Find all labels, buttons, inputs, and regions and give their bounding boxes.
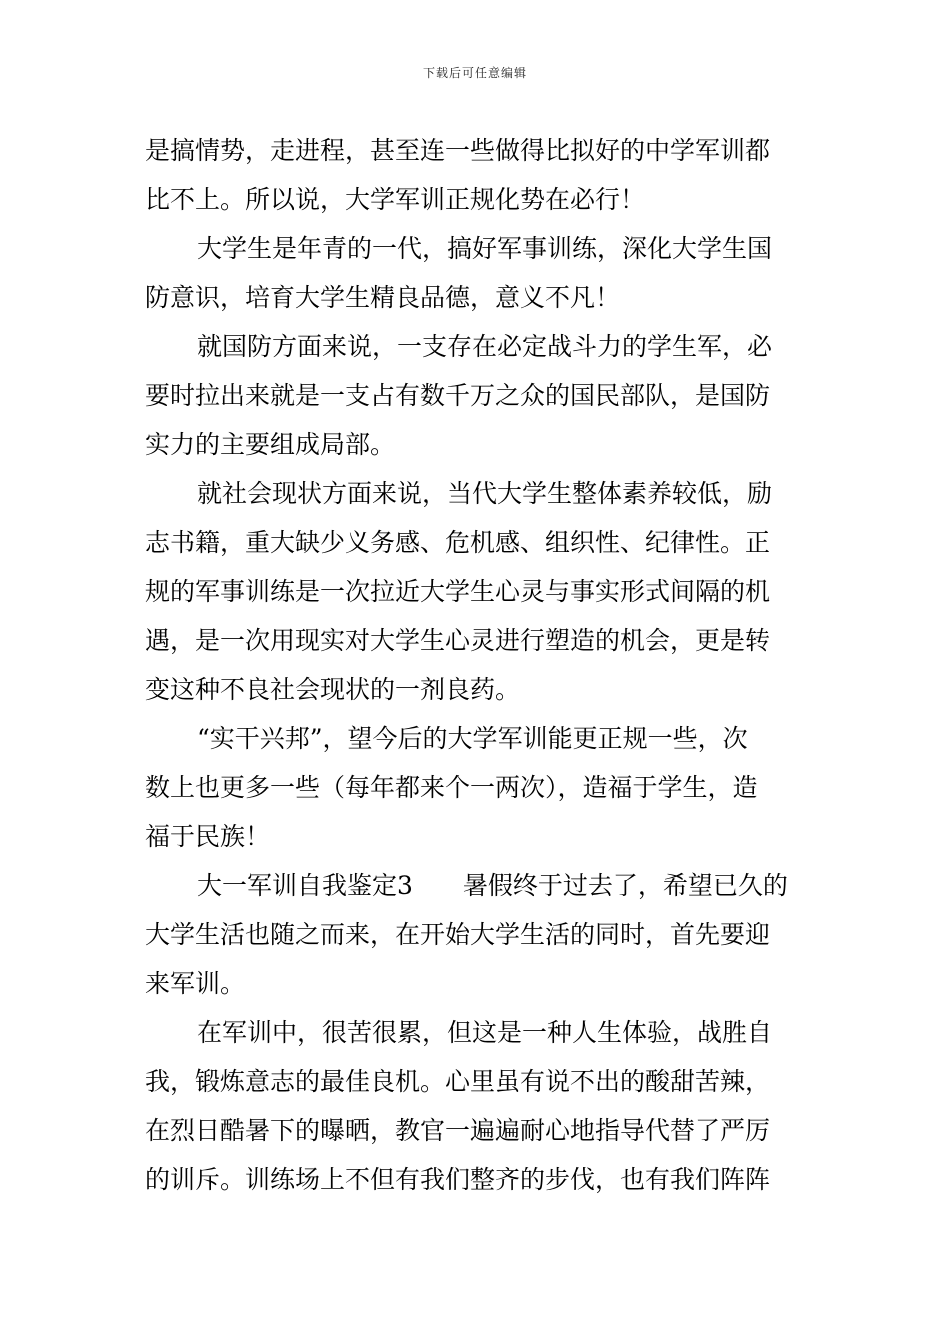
- text-line: 在军训中，很苦很累，但这是一种人生体验，战胜自: [197, 1018, 773, 1047]
- text-line: 我，锻炼意志的最佳良机。心里虽有说不出的酸甜苦辣，: [145, 1067, 771, 1096]
- text-line: 就社会现状方面来说，当代大学生整体素养较低，励: [197, 479, 773, 508]
- text-line: 在烈日酷暑下的曝晒，教官一遍遍耐心地指导代替了严厉: [145, 1116, 771, 1145]
- text-line: “实干兴邦”，望今后的大学军训能更正规一些，次: [197, 724, 748, 753]
- text-line: 是搞情势，走进程，甚至连一些做得比拟好的中学军训都: [145, 136, 771, 165]
- text-line: 比不上。所以说，大学军训正规化势在必行！: [145, 185, 646, 214]
- text-line: 要时拉出来就是一支占有数千万之众的国民部队，是国防: [145, 381, 771, 410]
- text-line: 来军训。: [145, 969, 246, 998]
- text-line: 防意识，培育大学生精良品德，意义不凡！: [145, 283, 621, 312]
- text-line: 大学生活也随之而来，在开始大学生活的同时，首先要迎: [145, 920, 771, 949]
- text-line: 大学生是年青的一代，搞好军事训练，深化大学生国: [197, 234, 773, 263]
- text-line: 的训斥。训练场上不但有我们整齐的步伐，也有我们阵阵: [145, 1165, 771, 1194]
- section-heading-line: 大一军训自我鉴定3 暑假终于过去了，希望已久的: [197, 871, 788, 900]
- text-line: 志书籍，重大缺少义务感、危机感、组织性、纪律性。正: [145, 528, 771, 557]
- text-line: 福于民族！: [145, 822, 271, 851]
- document-body: [145, 126, 808, 1204]
- text-line: 规的军事训练是一次拉近大学生心灵与事实形式间隔的机: [145, 577, 771, 606]
- text-line: 遇，是一次用现实对大学生心灵进行塑造的机会，更是转: [145, 626, 771, 655]
- text-line: 实力的主要组成局部。: [145, 430, 396, 459]
- text-line: 就国防方面来说，一支存在必定战斗力的学生军，必: [197, 332, 773, 361]
- text-line: 数上也更多一些（每年都来个一两次），造福于学生，造: [145, 773, 758, 802]
- page-header: 下载后可任意编辑: [422, 66, 527, 80]
- text-line: 变这种不良社会现状的一剂良药。: [145, 675, 521, 704]
